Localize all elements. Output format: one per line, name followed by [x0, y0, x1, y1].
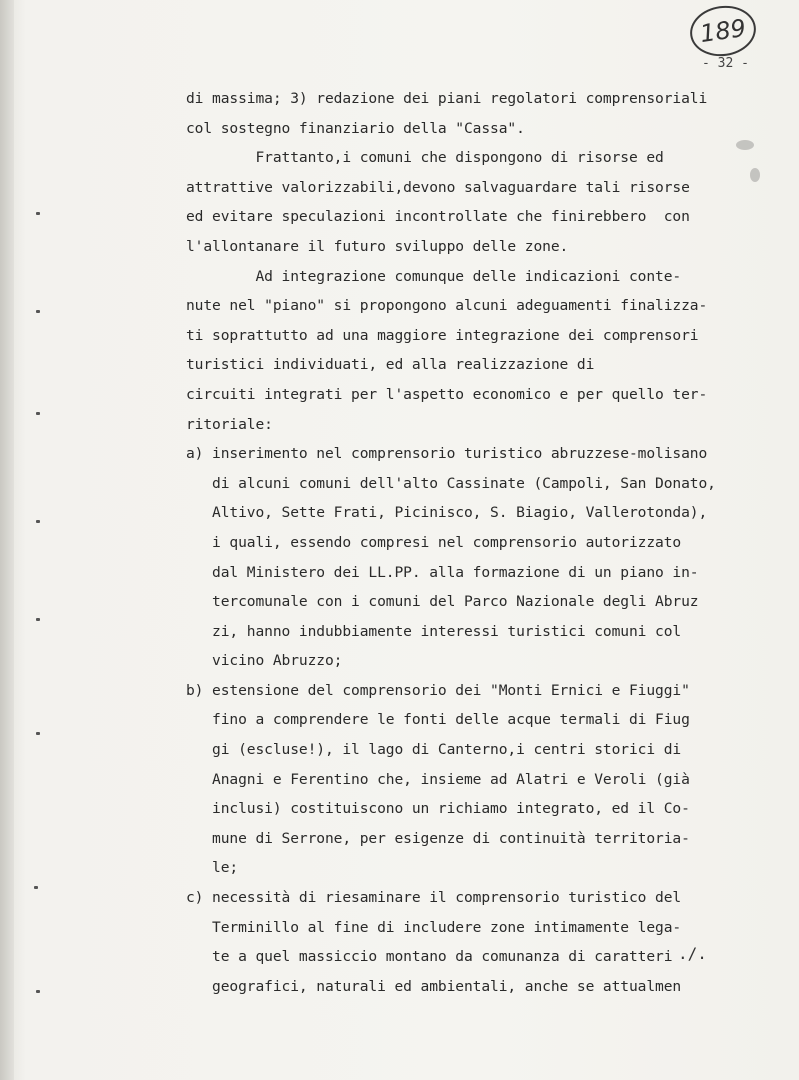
list-item-a-line: di alcuni comuni dell'alto Cassinate (Campoli, San Donato, — [186, 474, 716, 492]
edge-speck — [36, 212, 40, 215]
edge-speck — [36, 732, 40, 735]
list-item-b-line: gi (escluse!), il lago di Canterno,i centri storici di — [186, 741, 682, 759]
text-line: nute nel "piano" si propongono alcuni adeguamenti finalizza- — [186, 297, 708, 315]
list-item-b-line: b) estensione del comprensorio dei "Monti Ernici e Fiuggi" — [186, 681, 690, 699]
list-item-a-line: dal Ministero dei LL.PP. alla formazione di un piano in- — [186, 563, 699, 581]
list-item-c-line: te a quel massiccio montano da comunanza di caratteri — [186, 948, 673, 966]
list-item-a-line: a) inserimento nel comprensorio turistico abruzzese-molisano — [186, 445, 708, 463]
list-item-a-line: Altivo, Sette Frati, Picinisco, S. Biagio, Vallerotonda), — [186, 504, 708, 522]
text-line: ed evitare speculazioni incontrollate che finirebbero con — [186, 208, 690, 226]
list-item-c-line: c) necessità di riesaminare il comprensorio turistico del — [186, 889, 682, 907]
list-item-c-line: geografici, naturali ed ambientali, anche se attualmen — [186, 977, 682, 995]
text-line: di massima; 3) redazione dei piani regolatori comprensoriali — [186, 90, 708, 107]
list-item-b-line: le; — [186, 859, 239, 877]
list-item-a-line: vicino Abruzzo; — [186, 652, 343, 670]
text-line: ritoriale: — [186, 415, 273, 433]
edge-speck — [36, 520, 40, 523]
text-line: circuiti integrati per l'aspetto economico e per quello ter- — [186, 385, 708, 403]
list-item-b-line: fino a comprendere le fonti delle acque termali di Fiug — [186, 711, 690, 729]
continuation-mark: ./. — [678, 944, 707, 963]
list-item-a-line: tercomunale con i comuni del Parco Nazionale degli Abruz — [186, 593, 699, 611]
text-line: l'allontanare il futuro sviluppo delle zone. — [186, 237, 569, 255]
text-line: attrattive valorizzabili,devono salvaguardare tali risorse — [186, 178, 690, 196]
text-line: ti soprattutto ad una maggiore integrazione dei comprensori — [186, 326, 699, 344]
edge-speck — [36, 990, 40, 993]
page-number: - 32 - — [702, 56, 749, 71]
text-line: col sostegno finanziario della "Cassa". — [186, 119, 525, 137]
list-item-c-line: Terminillo al fine di includere zone intimamente lega- — [186, 918, 682, 936]
list-item-a-line: i quali, essendo compresi nel comprensorio autorizzato — [186, 533, 682, 551]
edge-speck — [36, 310, 40, 313]
list-item-b-line: mune di Serrone, per esigenze di continuità territoria- — [186, 829, 690, 847]
edge-speck — [36, 412, 40, 415]
document-body — [186, 84, 766, 1001]
text-line: turistici individuati, ed alla realizzazione di — [186, 356, 595, 374]
page-binding-edge — [0, 0, 14, 1080]
list-item-b-line: inclusi) costituiscono un richiamo integrato, ed il Co- — [186, 800, 690, 818]
text-line: Frattanto,i comuni che dispongono di risorse ed — [186, 149, 664, 167]
edge-speck — [34, 886, 38, 889]
list-item-b-line: Anagni e Ferentino che, insieme ad Alatri e Veroli (già — [186, 770, 690, 788]
list-item-a-line: zi, hanno indubbiamente interessi turistici comuni col — [186, 622, 682, 640]
edge-speck — [36, 618, 40, 621]
text-line: Ad integrazione comunque delle indicazioni conte- — [186, 267, 682, 285]
folio-number-stamp: 189 — [687, 2, 759, 61]
